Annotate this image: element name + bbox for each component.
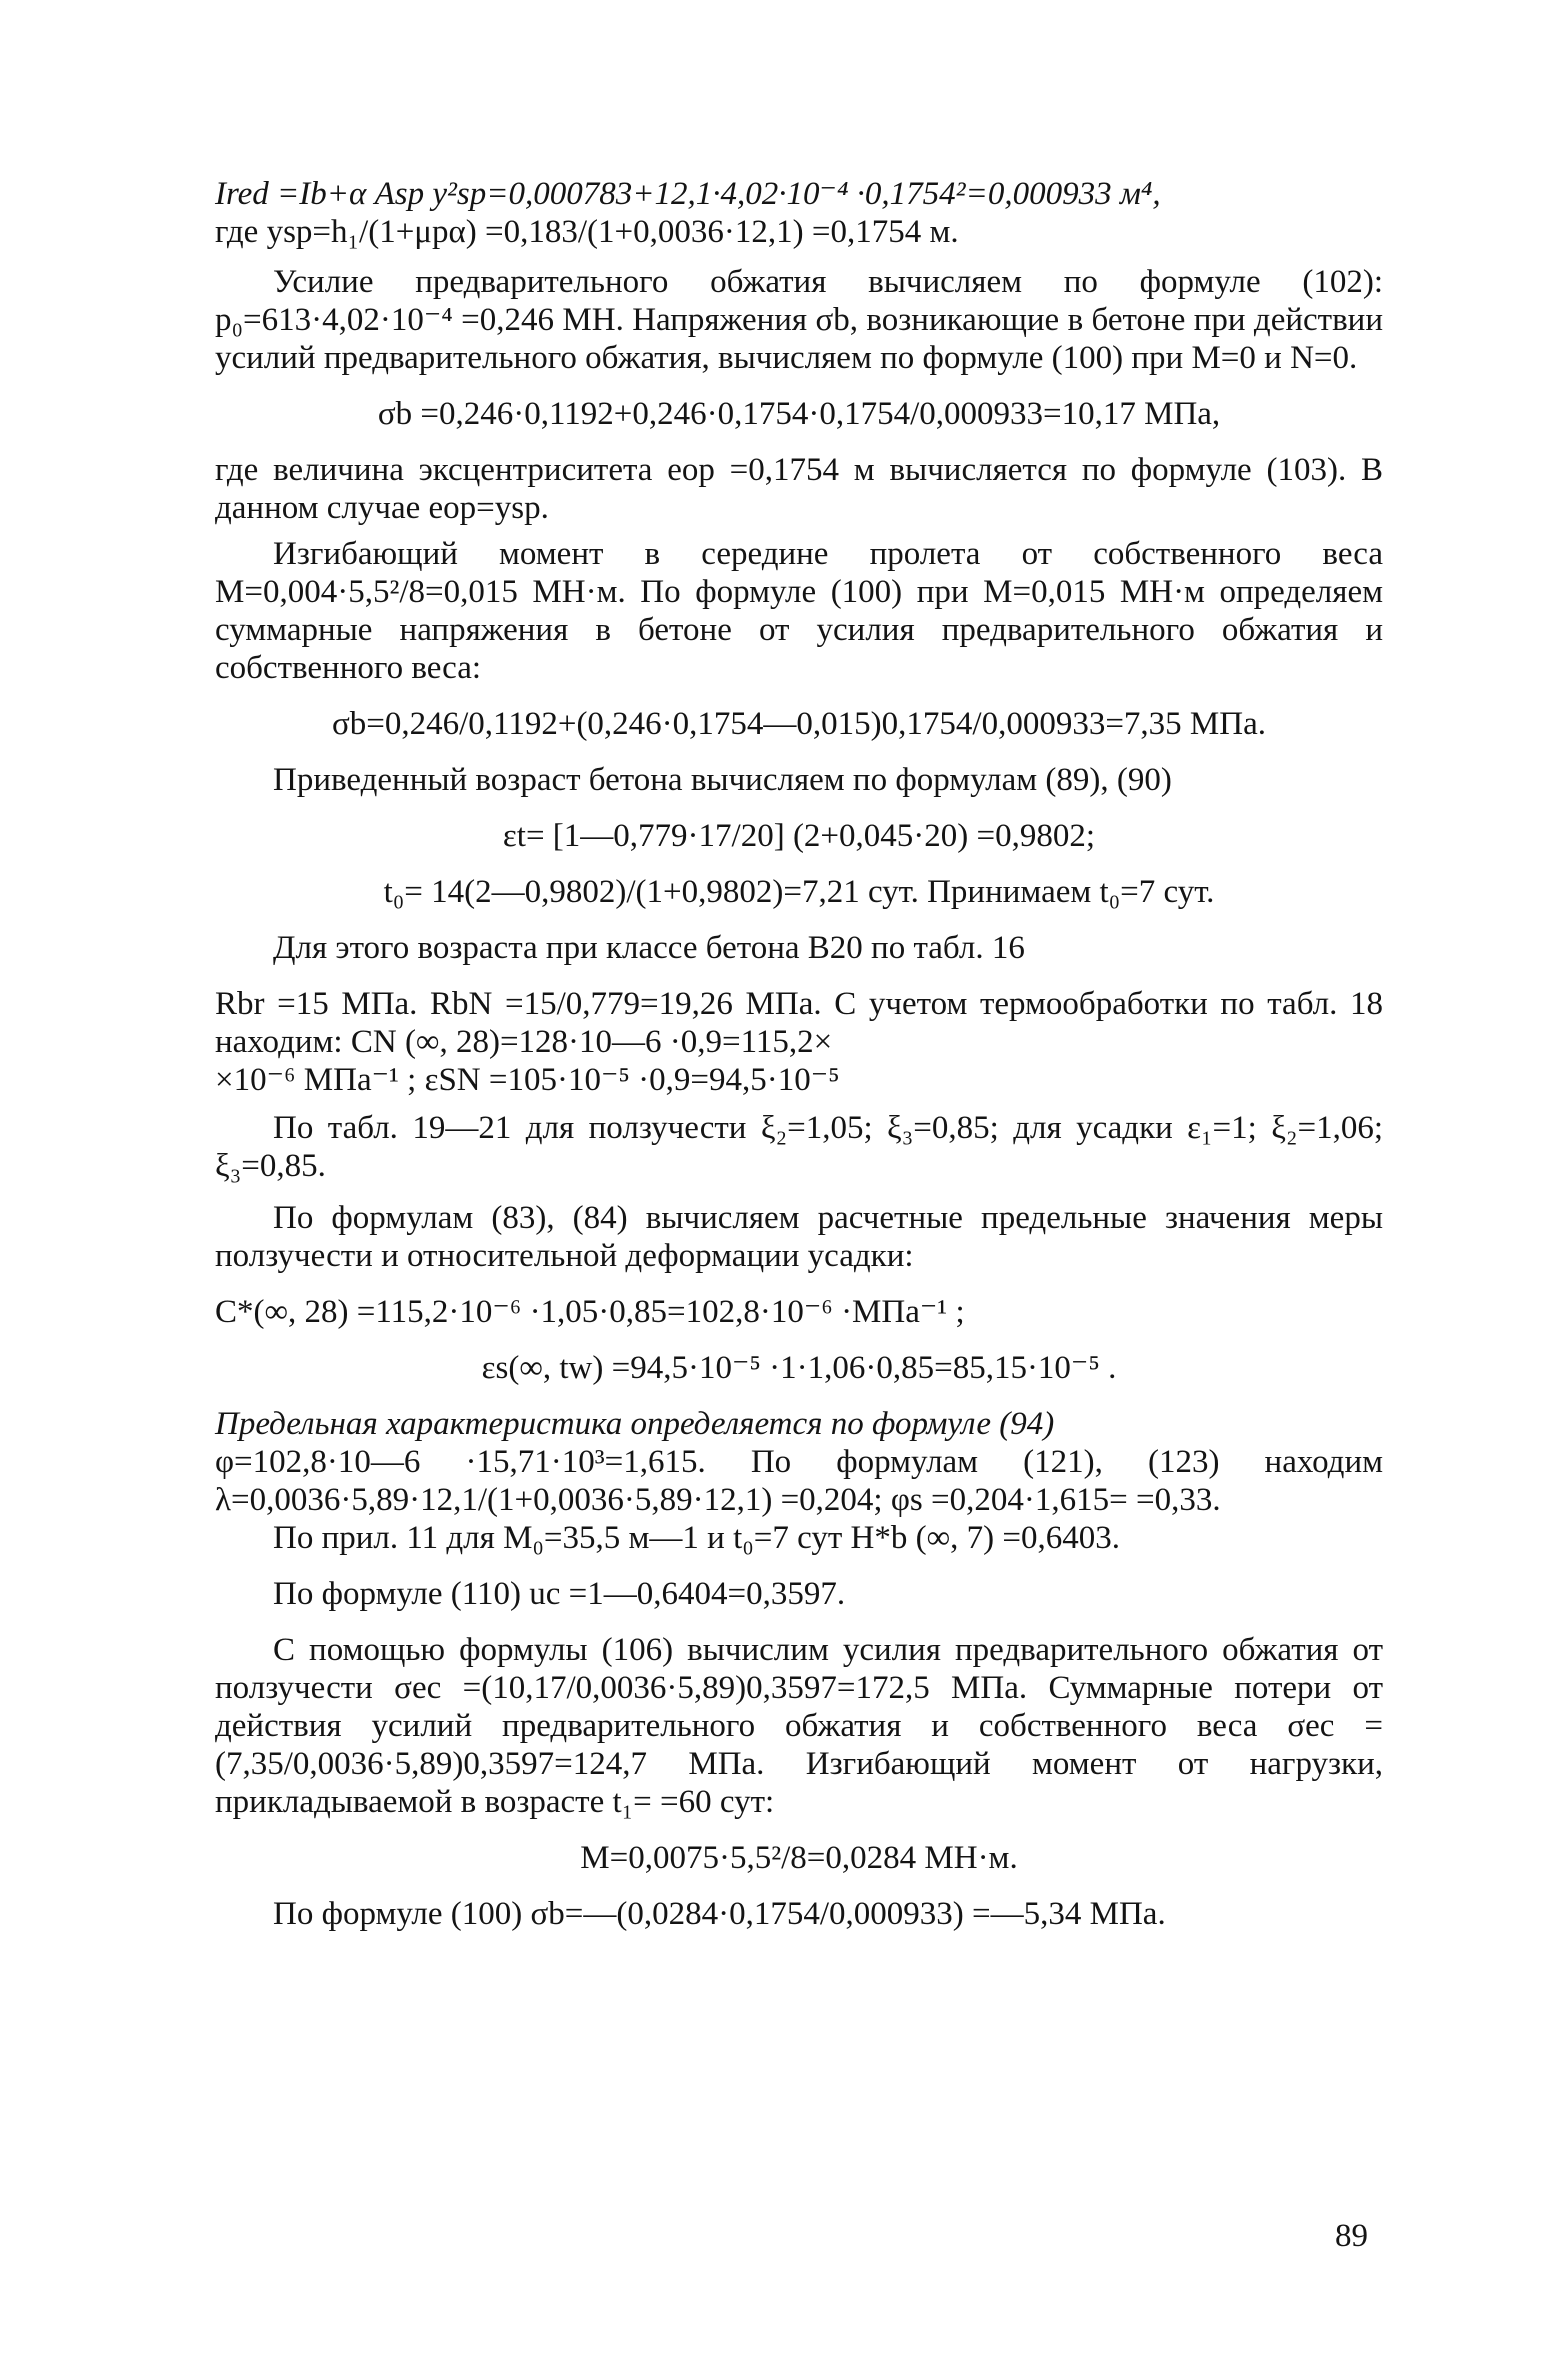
formula-t0: t₀= 14(2—0,9802)/(1+0,9802)=7,21 сут. Принимаем t₀=7 сут. bbox=[383, 874, 1215, 910]
paragraph-eccentricity: где величина эксцентриситета eop =0,1754 м вычисляется по формуле (103). В данном случае eop=ysp. bbox=[215, 452, 1383, 526]
paragraph-phi: φ=102,8·10—6 ·15,71·10³=1,615. По формулам (121), (123) находим λ=0,0036·5,89·12,1/(1+0,0036·5,89·12,1) =0,204; φs =0,204·1,615= =0,33. bbox=[215, 1444, 1383, 1518]
paragraph-bending-moment: Изгибающий момент в середине пролета от собственного веса M=0,004·5,5²/8=0,015 МН·м. По формуле (100) при M=0,015 МН·м определяем суммарные напряжения в бетоне от усилия предварительного обжатия и собственного веса: bbox=[215, 536, 1383, 686]
formula-sigma-b-2: σb=0,246/0,1192+(0,246·0,1754—0,015)0,1754/0,000933=7,35 МПа. bbox=[331, 706, 1267, 742]
paragraph-tables-19-21: По табл. 19—21 для ползучести ξ₂=1,05; ξ₃=0,85; для усадки ε₁=1; ξ₂=1,06; ξ₃=0,85. bbox=[215, 1110, 1383, 1184]
paragraph-sigma-b-final: По формуле (100) σb=—(0,0284·0,1754/0,000933) =—5,34 МПа. bbox=[273, 1896, 1166, 1932]
formula-ired: Ired =Ib+α Asp y²sp=0,000783+12,1·4,02·10⁻⁴ ·0,1754²=0,000933 м⁴, bbox=[215, 176, 1161, 212]
paragraph-concrete-age: Приведенный возраст бетона вычисляем по формулам (89), (90) bbox=[273, 762, 1172, 798]
page-number: 89 bbox=[1335, 2218, 1368, 2254]
formula-moment-load: M=0,0075·5,5²/8=0,0284 МН·м. bbox=[580, 1840, 1018, 1876]
paragraph-concrete-class: Для этого возраста при классе бетона В20 по табл. 16 bbox=[273, 930, 1025, 966]
text-ysp: где ysp=h₁/(1+μpα) =0,183/(1+0,0036·12,1) =0,1754 м. bbox=[215, 214, 959, 250]
page-body bbox=[215, 175, 1383, 1933]
formula-epsilon-t: εt= [1—0,779·17/20] (2+0,045·20) =0,9802; bbox=[502, 818, 1096, 854]
paragraph-formulas-83-84: По формулам (83), (84) вычисляем расчетные предельные значения меры ползучести и относительной деформации усадки: bbox=[215, 1200, 1383, 1274]
formula-epsilon-s: εs(∞, tw) =94,5·10⁻⁵ ·1·1,06·0,85=85,15·10⁻⁵ . bbox=[481, 1350, 1117, 1386]
paragraph-prestress-force: Усилие предварительного обжатия вычисляем по формуле (102): p₀=613·4,02·10⁻⁴ =0,246 МН. Напряжения σb, возникающие в бетоне при действии усилий предварительного обжатия, вычисляем по формуле (100) при M=0 и N=0. bbox=[215, 264, 1383, 376]
paragraph-rbr: Rbr =15 МПа. RbN =15/0,779=19,26 МПа. С учетом термообработки по табл. 18 находим: CN (∞, 28)=128·10—6 ·0,9=115,2× bbox=[215, 986, 1383, 1060]
formula-sigma-b-1: σb =0,246·0,1192+0,246·0,1754·0,1754/0,000933=10,17 МПа, bbox=[377, 396, 1221, 432]
formula-c-star: C*(∞, 28) =115,2·10⁻⁶ ·1,05·0,85=102,8·10⁻⁶ ·МПа⁻¹ ; bbox=[215, 1294, 965, 1330]
paragraph-appendix-11: По прил. 11 для M₀=35,5 м—1 и t₀=7 сут H*b (∞, 7) =0,6403. bbox=[273, 1520, 1120, 1556]
text-creep-values: ×10⁻⁶ МПа⁻¹ ; εSN =105·10⁻⁵ ·0,9=94,5·10⁻⁵ bbox=[215, 1062, 840, 1098]
paragraph-formula-110: По формуле (110) uc =1—0,6404=0,3597. bbox=[273, 1576, 846, 1612]
paragraph-limit-characteristic: Предельная характеристика определяется по формуле (94) bbox=[215, 1406, 1055, 1442]
paragraph-formula-106: С помощью формулы (106) вычислим усилия предварительного обжатия от ползучести σec =(10,17/0,0036·5,89)0,3597=172,5 МПа. Суммарные потери от действия усилий предварительного обжатия и собственного веса σec =(7,35/0,0036·5,89)0,3597=124,7 МПа. Изгибающий момент от нагрузки, прикладываемой в возрасте t₁= =60 сут: bbox=[215, 1632, 1383, 1820]
